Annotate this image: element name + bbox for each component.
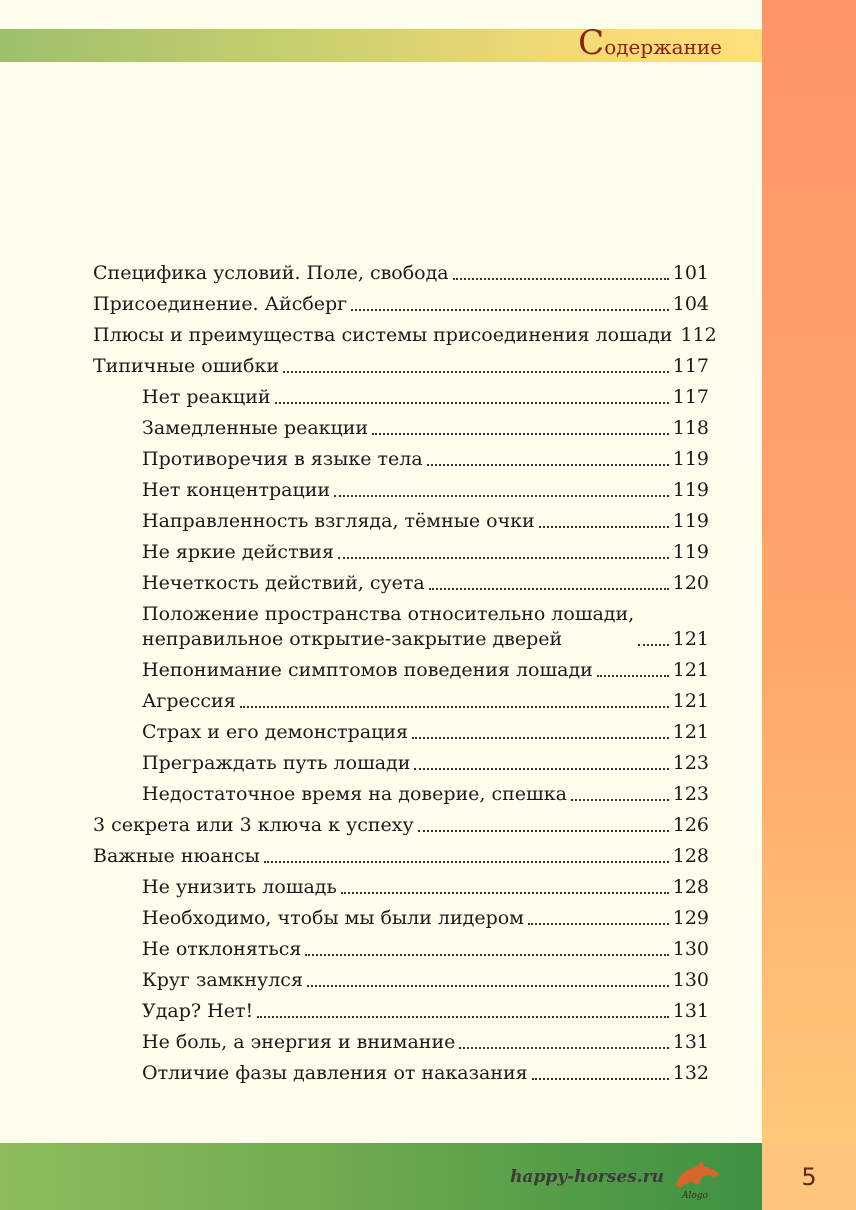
toc-entry	[93, 354, 709, 379]
page-title-initial: С	[578, 22, 605, 63]
toc-leader-dots	[338, 557, 669, 559]
toc-entry	[93, 999, 709, 1024]
toc-leader-dots	[414, 768, 668, 770]
toc-page-number: 112	[680, 324, 717, 346]
toc-page-number: 123	[672, 783, 709, 805]
toc-entry	[93, 1061, 709, 1086]
toc-page-number: 117	[672, 355, 709, 377]
toc-leader-dots	[341, 892, 669, 894]
site-url: happy-horses.ru	[510, 1167, 664, 1187]
toc-page-number: 121	[672, 690, 709, 712]
toc-entry	[93, 751, 709, 776]
toc-entry-title: Отличие фазы давления от наказания	[142, 1062, 528, 1084]
logo-text: Alogo	[682, 1191, 708, 1201]
table-of-contents	[93, 261, 717, 1092]
toc-page-number: 129	[672, 907, 709, 929]
toc-leader-dots	[459, 1047, 668, 1049]
page-title-rest: одержание	[604, 35, 722, 59]
toc-entry-title: Присоединение. Айсберг	[93, 293, 348, 315]
toc-leader-dots	[638, 644, 669, 646]
toc-entry-title: Не отклоняться	[142, 938, 302, 960]
toc-leader-dots	[427, 464, 669, 466]
toc-entry-title: Не унизить лошадь	[142, 876, 337, 898]
toc-entry-title: Удар? Нет!	[142, 1000, 254, 1022]
toc-entry	[93, 689, 709, 714]
toc-leader-dots	[275, 402, 669, 404]
toc-entry-title: Круг замкнулся	[142, 969, 303, 991]
toc-leader-dots	[528, 923, 669, 925]
toc-entry-title: Специфика условий. Поле, свобода	[93, 262, 449, 284]
toc-page-number: 119	[672, 479, 709, 501]
toc-page-number: 101	[672, 262, 709, 284]
toc-entry-title: Не яркие действия	[142, 541, 334, 563]
toc-page-number: 104	[672, 293, 709, 315]
toc-entry	[93, 968, 709, 993]
horse-logo-icon	[668, 1157, 724, 1201]
toc-entry	[93, 875, 709, 900]
page-number-box	[762, 1143, 856, 1210]
toc-page-number: 121	[672, 659, 709, 681]
toc-leader-dots	[412, 737, 669, 739]
toc-entry	[93, 261, 709, 286]
toc-page-number: 130	[672, 969, 709, 991]
toc-page-number: 130	[672, 938, 709, 960]
page-number: 5	[801, 1162, 817, 1191]
toc-leader-dots	[571, 799, 669, 801]
toc-leader-dots	[372, 433, 669, 435]
toc-page-number: 119	[672, 541, 709, 563]
toc-entry	[93, 323, 717, 348]
toc-entry-title: Недостаточное время на доверие, спешка	[142, 783, 567, 805]
toc-leader-dots	[429, 588, 669, 590]
toc-page-number: 126	[672, 814, 709, 836]
toc-entry-title: Направленность взгляда, тёмные очки	[142, 510, 535, 532]
page-title	[578, 22, 722, 63]
toc-entry	[93, 813, 709, 838]
toc-entry-title: Не боль, а энергия и внимание	[142, 1031, 456, 1053]
toc-page-number: 121	[672, 721, 709, 743]
toc-entry	[93, 602, 709, 652]
toc-page-number: 119	[672, 510, 709, 532]
toc-entry	[93, 571, 709, 596]
toc-leader-dots	[240, 706, 669, 708]
toc-leader-dots	[305, 954, 668, 956]
toc-entry-title-line2: неправильное открытие-закрытие дверей	[142, 628, 563, 650]
toc-entry-title: Нет реакций	[142, 386, 271, 408]
toc-entry-title: Замедленные реакции	[142, 417, 369, 439]
toc-entry-title: Противоречия в языке тела	[142, 448, 423, 470]
toc-leader-dots	[283, 371, 669, 373]
toc-page-number: 118	[672, 417, 709, 439]
toc-leader-dots	[597, 675, 669, 677]
toc-entry-title: Страх и его демонстрация	[142, 721, 409, 743]
toc-entry	[93, 720, 709, 745]
toc-leader-dots	[334, 495, 669, 497]
toc-entry-title: Агрессия	[142, 690, 236, 712]
toc-entry	[93, 385, 709, 410]
toc-page-number: 128	[672, 845, 709, 867]
toc-entry-title: Преграждать путь лошади	[142, 752, 411, 774]
toc-page-number: 132	[672, 1062, 709, 1084]
toc-entry-title: Нечеткость действий, суета	[142, 572, 425, 594]
toc-leader-dots	[532, 1078, 669, 1080]
toc-page-number: 123	[672, 752, 709, 774]
toc-entry	[93, 658, 709, 683]
toc-entry	[93, 509, 709, 534]
toc-entry	[93, 292, 709, 317]
toc-leader-dots	[257, 1016, 669, 1018]
toc-entry	[93, 416, 709, 441]
header-band	[0, 22, 762, 63]
toc-page-number: 117	[672, 386, 709, 408]
toc-entry-title: Положение пространства относительно лошади,	[142, 603, 635, 625]
toc-page-number: 119	[672, 448, 709, 470]
toc-entry	[93, 844, 709, 869]
side-decoration-bar	[762, 0, 856, 1143]
toc-page-number: 131	[672, 1031, 709, 1053]
toc-leader-dots	[418, 830, 669, 832]
toc-leader-dots	[307, 985, 669, 987]
toc-page-number: 121	[672, 628, 709, 650]
toc-entry	[93, 782, 709, 807]
toc-entry	[93, 906, 709, 931]
toc-entry-title: Плюсы и преимущества системы присоединения лошади	[93, 324, 673, 346]
toc-entry	[93, 540, 709, 565]
toc-entry-title: Необходимо, чтобы мы были лидером	[142, 907, 524, 929]
toc-entry	[93, 937, 709, 962]
toc-entry	[93, 1030, 709, 1055]
footer-band	[0, 1143, 762, 1210]
toc-entry	[93, 478, 709, 503]
toc-entry	[93, 447, 709, 472]
toc-leader-dots	[264, 861, 669, 863]
toc-leader-dots	[453, 278, 669, 280]
toc-leader-dots	[539, 526, 669, 528]
toc-page-number: 120	[672, 572, 709, 594]
toc-leader-dots	[351, 309, 669, 311]
toc-entry-title: 3 секрета или 3 ключа к успеху	[93, 814, 414, 836]
toc-entry-title: Типичные ошибки	[93, 355, 280, 377]
toc-page-number: 128	[672, 876, 709, 898]
toc-entry-title: Важные нюансы	[93, 845, 260, 867]
toc-entry-title: Нет концентрации	[142, 479, 331, 501]
toc-entry-title: Непонимание симптомов поведения лошади	[142, 659, 593, 681]
toc-page-number: 131	[672, 1000, 709, 1022]
